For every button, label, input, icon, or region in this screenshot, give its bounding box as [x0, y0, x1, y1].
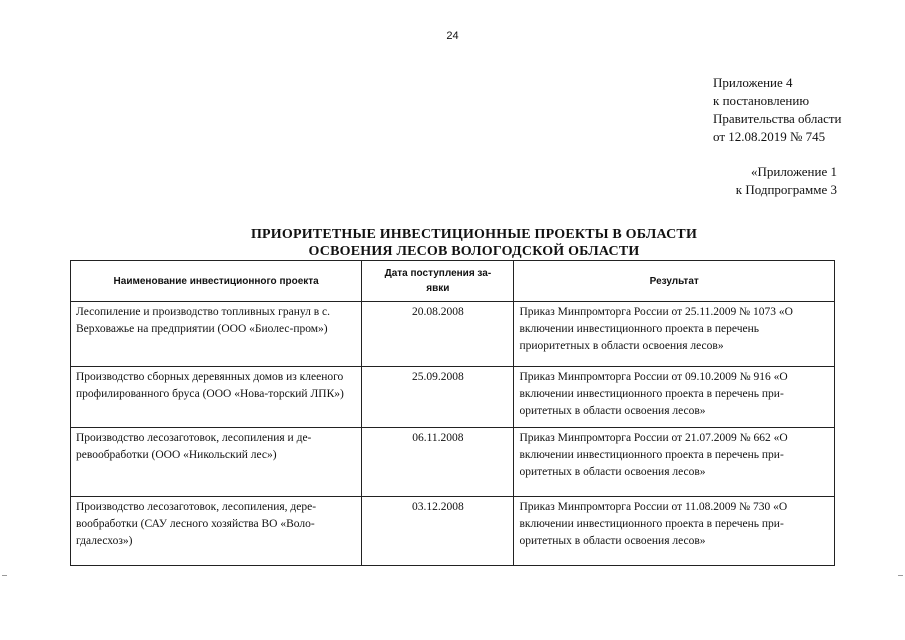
table-header-row	[71, 261, 835, 302]
date-cell: 25.09.2008	[362, 367, 514, 428]
header-submission-date	[362, 261, 514, 302]
project-name-cell: Лесопиление и производство топливных гранул в с. Верховажье на предприятии (ООО «Биолес-пром»)	[71, 302, 362, 367]
result-cell: Приказ Минпромторга России от 09.10.2009 № 916 «О включении инвестиционного проекта в перечень при-оритетных в области освоения лесов»	[514, 367, 835, 428]
scan-edge-mark	[2, 575, 7, 576]
table-row	[71, 497, 835, 566]
result-cell: Приказ Минпромторга России от 21.07.2009 № 662 «О включении инвестиционного проекта в перечень при-оритетных в области освоения лесов»	[514, 428, 835, 497]
appendix-inner-line: к Подпрограмме 3	[735, 182, 837, 197]
appendix-inner-reference	[705, 163, 837, 199]
header-project-name: Наименование инвестиционного проекта	[71, 261, 362, 302]
appendix-inner-line: «Приложение 1	[750, 164, 837, 179]
appendix-line: от 12.08.2019 № 745	[713, 129, 826, 144]
header-date-line: Дата поступления за-	[384, 268, 492, 279]
date-cell: 06.11.2008	[362, 428, 514, 497]
document-title	[70, 226, 878, 260]
result-cell: Приказ Минпромторга России от 11.08.2009 № 730 «О включении инвестиционного проекта в перечень при-оритетных в области освоения лесов»	[514, 497, 835, 566]
project-name-cell: Производство сборных деревянных домов из клееного профилированного бруса (ООО «Нова-торский ЛПК»)	[71, 367, 362, 428]
date-cell: 03.12.2008	[362, 497, 514, 566]
appendix-line: Правительства области	[713, 111, 842, 126]
title-line: ПРИОРИТЕТНЫЕ ИНВЕСТИЦИОННЫЕ ПРОЕКТЫ В ОБЛАСТИ	[250, 227, 698, 242]
table-row	[71, 367, 835, 428]
scan-edge-mark	[898, 575, 903, 576]
header-date-line: явки	[426, 283, 450, 294]
page-number: 24	[446, 30, 459, 42]
appendix-reference	[713, 74, 842, 146]
date-cell: 20.08.2008	[362, 302, 514, 367]
appendix-line: Приложение 4	[713, 75, 793, 90]
table-row	[71, 428, 835, 497]
title-line: ОСВОЕНИЯ ЛЕСОВ ВОЛОГОДСКОЙ ОБЛАСТИ	[308, 244, 640, 259]
projects-table	[70, 260, 835, 566]
appendix-line: к постановлению	[713, 93, 810, 108]
result-cell: Приказ Минпромторга России от 25.11.2009 № 1073 «О включении инвестиционного проекта в перечень приоритетных в области освоения лесов»	[514, 302, 835, 367]
header-result: Результат	[514, 261, 835, 302]
project-name-cell: Производство лесозаготовок, лесопиления, дере-вообработки (САУ лесного хозяйства ВО «Воло-гдалесхоз»)	[71, 497, 362, 566]
table-row	[71, 302, 835, 367]
project-name-cell: Производство лесозаготовок, лесопиления и де-ревообработки (ООО «Никольский лес»)	[71, 428, 362, 497]
